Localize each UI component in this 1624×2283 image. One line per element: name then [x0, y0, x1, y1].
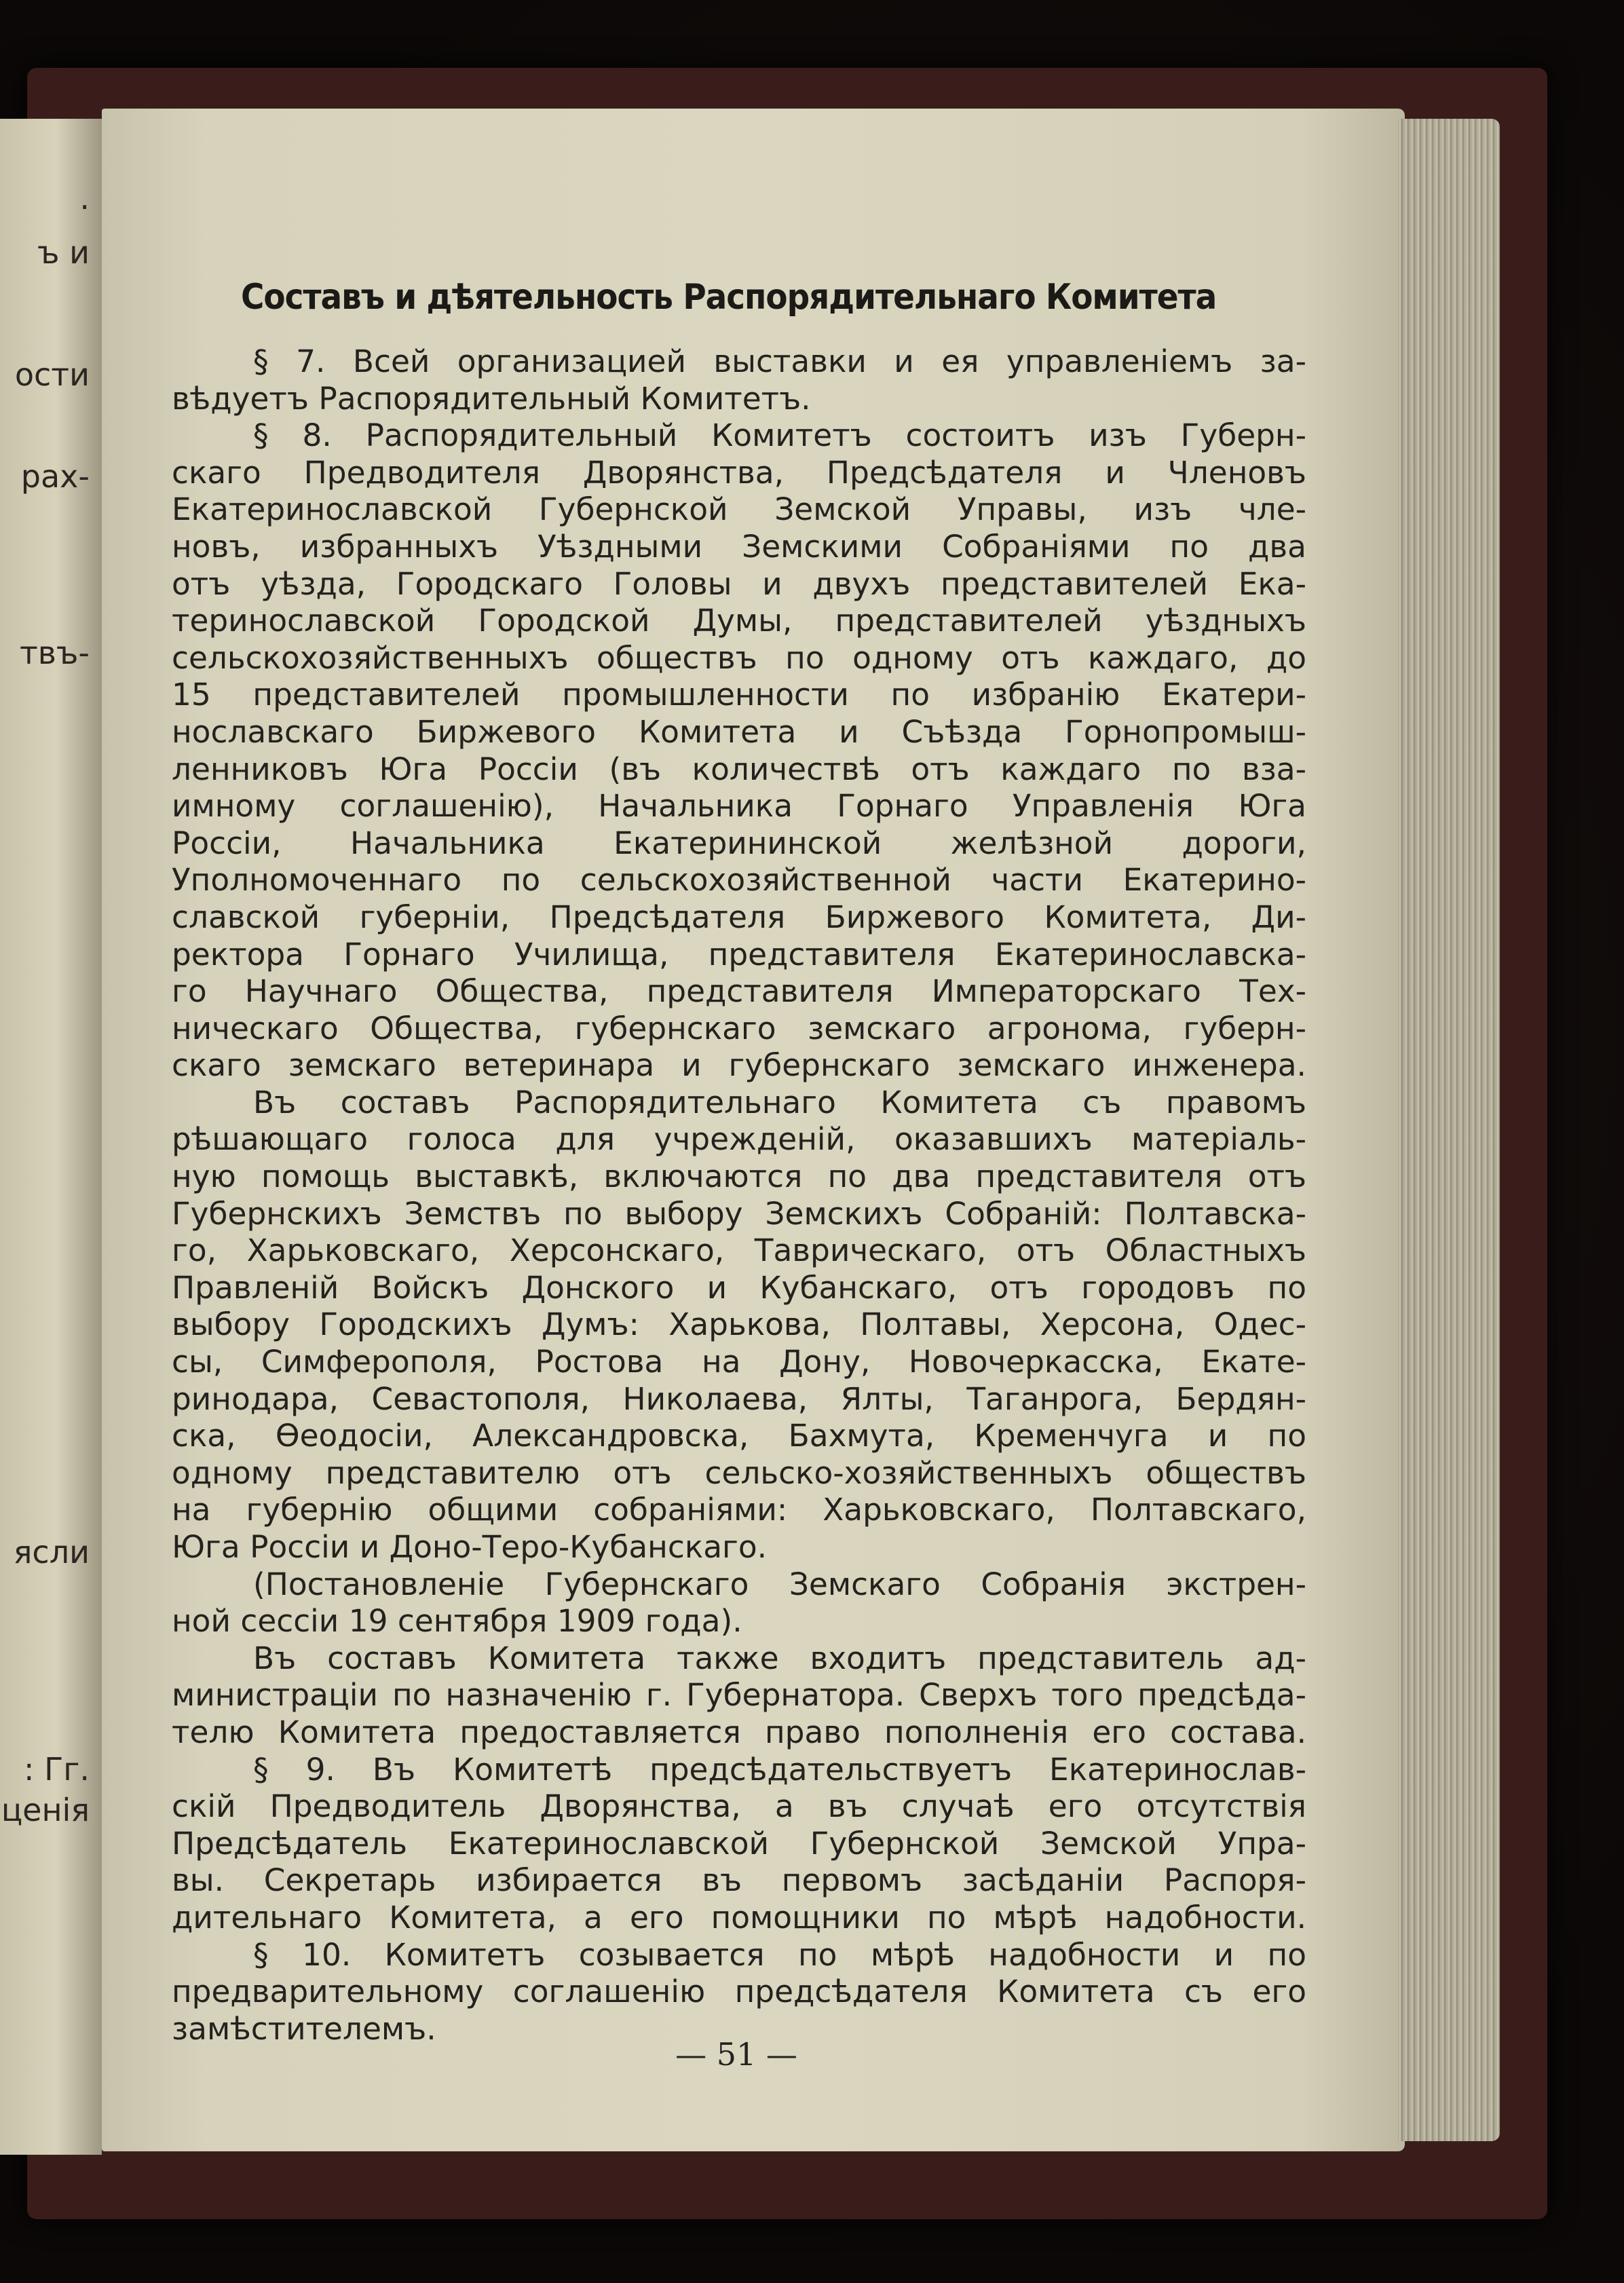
page-number: — 51 — [675, 2036, 797, 2073]
text-line: скаго земскаго ветеринара и губернскаго земскаго инженера. [172, 1047, 1306, 1084]
page-edges [1398, 119, 1500, 2141]
text-line: сельскохозяйственныхъ обществъ по одному отъ каждаго, до [172, 639, 1306, 676]
text-line: министраціи по назначенію г. Губернатора. Сверхъ того предсѣда- [172, 1677, 1306, 1714]
text-line: теринославской Городской Думы, представителей уѣздныхъ [172, 603, 1306, 639]
text-line: Правленій Войскъ Донского и Кубанскаго, отъ городовъ по [172, 1269, 1306, 1306]
text-line: замѣстителемъ. [172, 2010, 436, 2047]
text-line: Екатеринославской Губернской Земской Управы, изъ чле- [172, 491, 1306, 528]
text-line: Юга Россіи и Доно-Теро-Кубанскаго. [172, 1529, 768, 1565]
text-line: выбору Городскихъ Думъ: Харькова, Полтавы, Херсона, Одес- [172, 1306, 1306, 1343]
text-line: вѣдуетъ Распорядительный Комитетъ. [172, 380, 811, 417]
text-line: Въ составъ Комитета также входитъ представитель ад- [253, 1640, 1306, 1676]
text-line: ленниковъ Юга Россіи (въ количествѣ отъ каждаго по вза- [172, 751, 1306, 787]
text-line: ной сессіи 19 сентября 1909 года). [172, 1603, 742, 1640]
text-line: новъ, избранныхъ Уѣздными Земскими Собраніями по два [172, 528, 1306, 565]
left-facing-page [0, 119, 102, 2155]
text-line: Россіи, Начальника Екатерининской желѣзной дороги, [172, 825, 1306, 861]
text-line: Въ составъ Распорядительнаго Комитета съ правомъ [253, 1084, 1306, 1120]
left-page-fragment: ясли [13, 1534, 90, 1570]
left-page-fragment: . [79, 180, 90, 216]
text-line: дительнаго Комитета, а его помощники по мѣрѣ надобности. [172, 1899, 1306, 1936]
text-line: вы. Секретарь избирается въ первомъ засѣданіи Распоря- [172, 1862, 1306, 1899]
text-line: отъ уѣзда, Городскаго Головы и двухъ представителей Ека- [172, 565, 1306, 602]
text-line: го, Харьковскаго, Херсонскаго, Таврическаго, отъ Областныхъ [172, 1232, 1306, 1269]
text-line: ринодара, Севастополя, Николаева, Ялты, Таганрога, Бердян- [172, 1380, 1306, 1417]
text-line: ска, Ѳеодосіи, Александровска, Бахмута, Кременчуга и по [172, 1418, 1306, 1454]
text-line: 15 представителей промышленности по избранію Екатери- [172, 677, 1306, 713]
text-line: скаго Предводителя Дворянства, Предсѣдателя и Членовъ [172, 454, 1306, 491]
text-line: одному представителю отъ сельско-хозяйственныхъ обществъ [172, 1454, 1306, 1491]
text-line: телю Комитета предоставляется право пополненія его состава. [172, 1714, 1306, 1750]
page-title: Составъ и дѣятельность Распорядительнаго Комитета [241, 277, 1217, 318]
text-line: § 7. Всей организацией выставки и ея управленіемъ за- [253, 343, 1306, 379]
text-line: нославскаго Биржевого Комитета и Съѣзда Горнопромыш- [172, 713, 1306, 750]
text-line: на губернію общими собраніями: Харьковскаго, Полтавскаго, [172, 1492, 1306, 1528]
text-line: § 10. Комитетъ созывается по мѣрѣ надобности и по [253, 1936, 1306, 1973]
text-line: ническаго Общества, губернскаго земскаго агронома, губерн- [172, 1010, 1306, 1046]
body-text [172, 343, 1306, 2048]
text-line: Уполномоченнаго по сельскохозяйственной части Екатерино- [172, 862, 1306, 899]
left-page-fragment: ости [14, 356, 90, 393]
text-line: (Постановленіе Губернскаго Земскаго Собранія экстрен- [253, 1566, 1306, 1602]
text-line: рѣшающаго голоса для учрежденій, оказавшихъ матеріаль- [172, 1121, 1306, 1158]
text-line: славской губерніи, Предсѣдателя Биржевого Комитета, Ди- [172, 899, 1306, 935]
text-line: Предсѣдатель Екатеринославской Губернской Земской Упра- [172, 1825, 1306, 1862]
left-page-fragment: рах- [20, 458, 90, 495]
text-line: Губернскихъ Земствъ по выбору Земскихъ Собраній: Полтавска- [172, 1195, 1306, 1232]
text-line: имному соглашенію), Начальника Горнаго Управленія Юга [172, 788, 1306, 825]
text-line: скій Предводитель Дворянства, а въ случаѣ его отсутствія [172, 1788, 1306, 1825]
left-page-fragment: : Гг. [24, 1751, 90, 1788]
text-line: § 8. Распорядительный Комитетъ состоитъ изъ Губерн- [253, 417, 1306, 454]
text-line: ную помощь выставкѣ, включаются по два представителя отъ [172, 1158, 1306, 1195]
text-line: сы, Симферополя, Ростова на Дону, Новочеркасска, Екате- [172, 1344, 1306, 1380]
text-line: § 9. Въ Комитетѣ предсѣдательствуетъ Екатеринослав- [253, 1751, 1306, 1788]
text-line: предварительному соглашенію предсѣдателя Комитета съ его [172, 1974, 1306, 2010]
left-page-fragment: ъ и [37, 234, 90, 271]
left-page-fragment: твъ- [19, 635, 90, 671]
text-line: ректора Горнаго Училища, представителя Екатеринославска- [172, 936, 1306, 973]
text-line: го Научнаго Общества, представителя Императорскаго Тех- [172, 973, 1306, 1010]
left-page-fragment: ценія [1, 1792, 90, 1828]
